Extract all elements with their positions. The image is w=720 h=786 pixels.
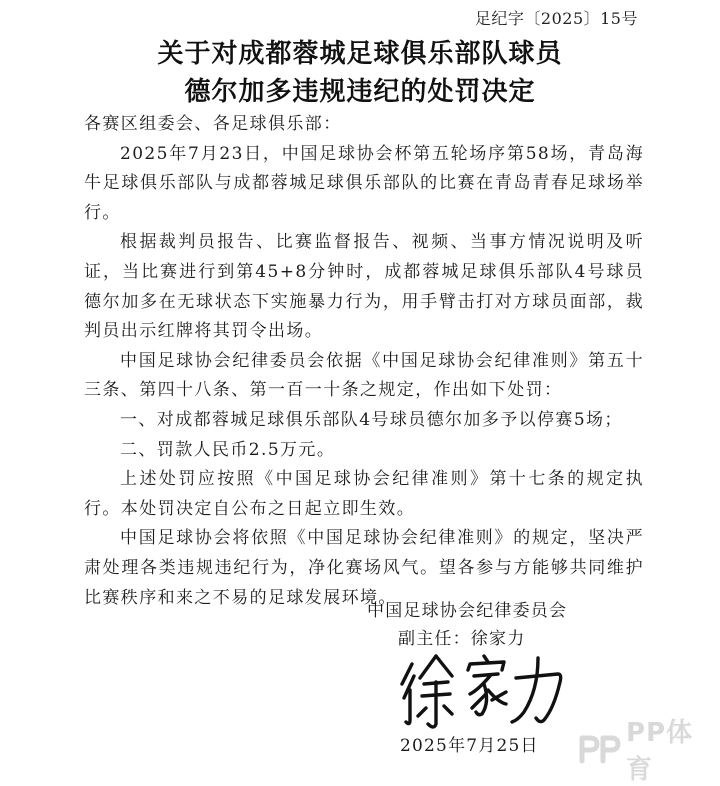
pp-logo-icon	[578, 734, 622, 764]
document-title-line-1: 关于对成都蓉城足球俱乐部队球员	[157, 39, 563, 69]
paragraph-execution: 上述处罚应按照《中国足球协会纪律准则》第十七条的规定执行。本处罚决定自公布之日起立即生效。	[84, 469, 644, 519]
paragraph-penalty-fine: 二、罚款人民币2.5万元。	[120, 439, 336, 460]
salutation: 各赛区组委会、各足球俱乐部：	[84, 114, 342, 134]
paragraph-basis: 中国足球协会纪律委员会依据《中国足球协会纪律准则》第五十三条、第四十八条、第一百一十条之规定，作出如下处罚：	[84, 350, 644, 401]
signing-organization: 中国足球协会纪律委员会	[367, 601, 568, 621]
document-number: 足纪字〔2025〕15号	[474, 9, 638, 28]
watermark-text: PP体育	[625, 718, 694, 785]
paragraph-penalty-suspension: 一、对成都蓉城足球俱乐部队4号球员德尔加多予以停赛5场；	[120, 409, 623, 430]
handwritten-signature	[398, 650, 568, 732]
watermark	[578, 712, 720, 786]
paragraph-match-info: 2025年7月23日，中国足球协会杯第五轮场序第58场，青岛海牛足球俱乐部队与成都蓉城足球俱乐部队的比赛在青岛青春足球场举行。	[84, 143, 644, 223]
paragraph-incident: 根据裁判员报告、比赛监督报告、视频、当事方情况说明及听证，当比赛进行到第45+8分钟时，成都蓉城足球俱乐部队4号球员德尔加多在无球状态下实施暴力行为，用手臂击打对方球员面部，裁判员出示红牌将其罚令出场。	[84, 232, 644, 342]
document-title-line-2: 德尔加多违规违纪的处罚决定	[184, 77, 536, 107]
decision-date: 2025年7月25日	[400, 736, 539, 756]
paragraph-closing: 中国足球协会将依照《中国足球协会纪律准则》的规定，坚决严肃处理各类违规违纪行为，净化赛场风气。望各参与方能够共同维护比赛秩序和来之不易的足球发展环境。	[84, 528, 644, 608]
signer-title: 副主任：徐家力	[398, 629, 526, 649]
document-body	[84, 110, 644, 613]
